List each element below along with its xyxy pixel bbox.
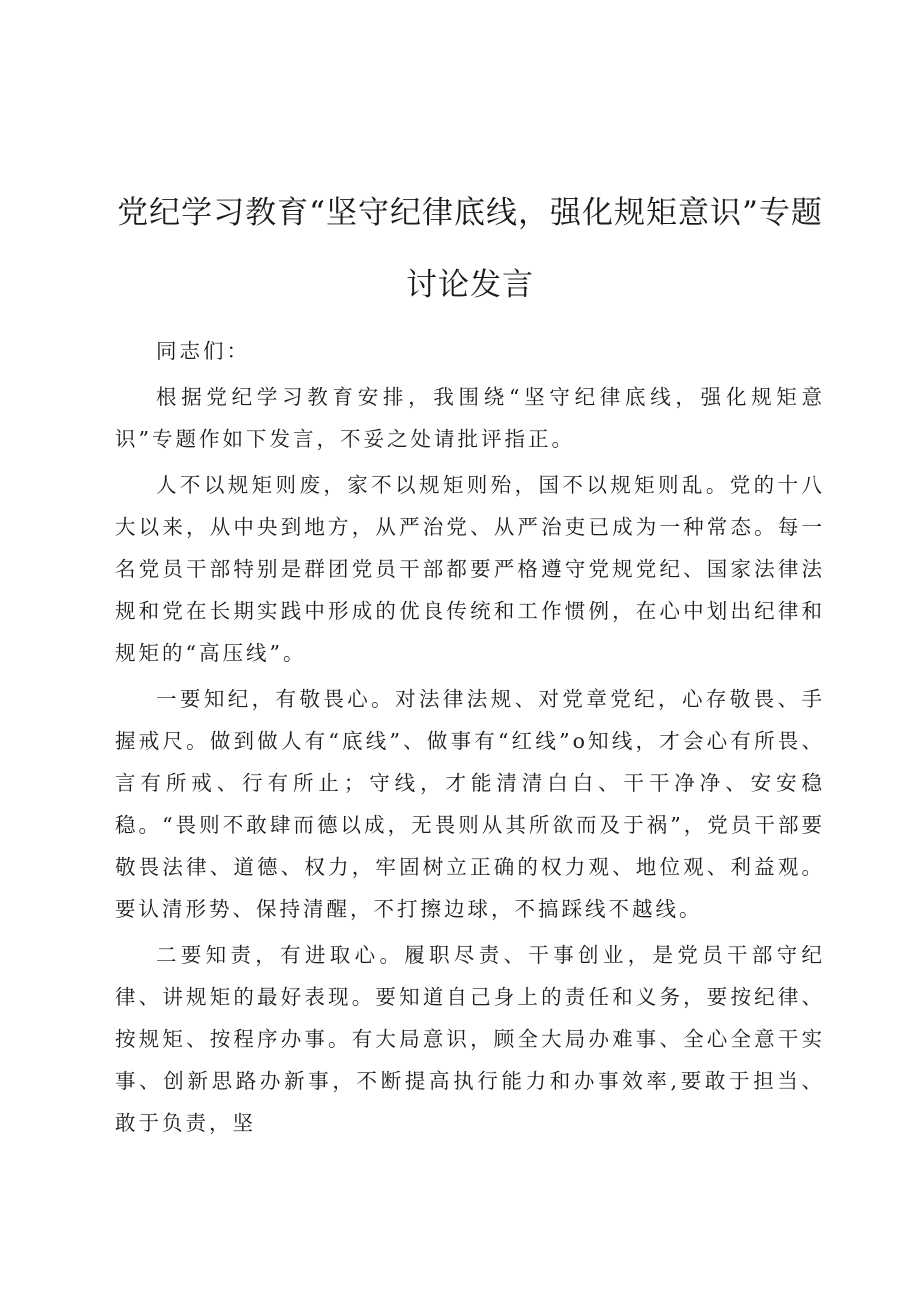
document-body [115, 330, 825, 1144]
document-title-line2: 讨论发言 [406, 267, 534, 303]
document-title-line1: 党纪学习教育“坚守纪律底线，强化规矩意识”专题 [117, 195, 823, 231]
salutation: 同志们： [156, 339, 250, 363]
paragraph-rules: 人不以规矩则废，家不以规矩则殆，国不以规矩则乱。党的十八大以来，从中央到地方，从严治党、从严治吏已成为一种常态。每一名党员干部特别是群团党员干部都要严格遵守党规党纪、国家法律法规和党在长期实践中形成的优良传统和工作惯例，在心中划出纪律和规矩的“高压线”。 [115, 473, 825, 665]
paragraph-point-two: 二要知责，有进取心。履职尽责、干事创业，是党员干部守纪律、讲规矩的最好表现。要知道自己身上的责任和义务，要按纪律、按规矩、按程序办事。有大局意识，顾全大局办难事、全心全意干实事、创新思路办新事，不断提高执行能力和办事效率,要敢于担当、敢于负责，坚 [115, 943, 825, 1135]
paragraph-point-one: 一要知纪，有敬畏心。对法律法规、对党章党纪，心存敬畏、手握戒尺。做到做人有“底线”、做事有“红线”o知线，才会心有所畏、言有所戒、行有所止；守线，才能清清白白、干干净净、安安稳稳。“畏则不敢肆而德以成，无畏则从其所欲而及于祸”，党员干部要敬畏法律、道德、权力，牢固树立正确的权力观、地位观、利益观。要认清形势、保持清醒，不打擦边球，不搞踩线不越线。 [115, 687, 825, 921]
paragraph-intro: 根据党纪学习教育安排，我围绕“坚守纪律底线，强化规矩意识”专题作如下发言，不妥之处请批评指正。 [115, 385, 825, 451]
